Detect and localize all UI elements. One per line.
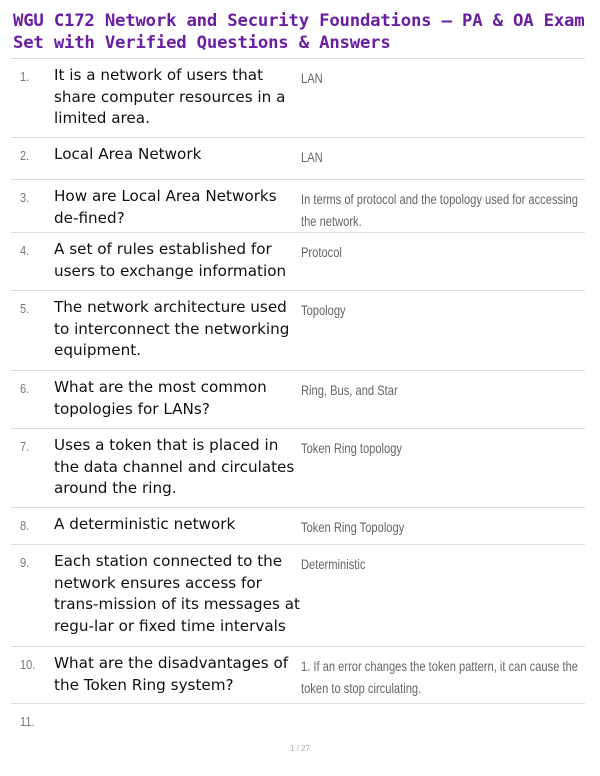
question-text: A deterministic network [54,515,236,533]
answer-text: LAN [301,150,323,165]
question-text: The network architecture used to interconnect the networking equipment. [54,298,290,359]
answer-text: In terms of protocol and the topology used for accessing the network. [301,192,578,229]
qa-row [11,429,585,508]
qa-row [11,371,585,429]
question-text: A set of rules established for users to exchange information [54,240,287,280]
item-number: 4. [20,243,30,258]
answer-text: Topology [301,303,346,318]
qa-row [11,508,585,545]
answer-text: Token Ring topology [301,441,403,456]
item-number: 3. [20,190,30,205]
item-number: 5. [20,301,30,316]
question-text: Local Area Network [54,145,202,163]
document-title: WGU C172 Network and Security Foundations – PA & OA Exam Set with Verified Questions & Answers [13,11,585,53]
item-number: 2. [20,148,30,163]
item-number: 1. [20,69,30,84]
answer-text: Protocol [301,245,342,260]
answer-text: LAN [301,71,323,86]
answer-text: Deterministic [301,557,366,572]
question-text: It is a network of users that share computer resources in a limited area. [54,66,286,127]
item-number: 10. [20,657,36,672]
answer-text: 1. If an error changes the token pattern, it can cause the token to stop circulating. [301,659,578,696]
item-number: 6. [20,381,30,396]
question-text: What are the most common topologies for LANs? [54,378,267,418]
item-number: 7. [20,439,30,454]
item-number: 9. [20,555,30,570]
qa-list [11,58,585,738]
item-number: 11. [20,714,35,729]
question-text: Uses a token that is placed in the data channel and circulates around the ring. [54,436,295,497]
qa-row [11,180,585,233]
page-number: 1 / 27 [289,744,310,753]
qa-row [11,291,585,371]
qa-row [11,545,585,647]
qa-row [11,59,585,138]
question-text: How are Local Area Networks de-fined? [54,187,277,227]
qa-row [11,138,585,180]
item-number: 8. [20,518,30,533]
qa-row [11,233,585,291]
qa-row [11,647,585,704]
answer-text: Ring, Bus, and Star [301,383,398,398]
qa-row [11,704,585,738]
question-text: What are the disadvantages of the Token Ring system? [54,654,289,694]
question-text: Each station connected to the network ensures access for trans-mission of its messages at regu-lar or fixed time intervals [54,552,300,635]
answer-text: Token Ring Topology [301,520,405,535]
